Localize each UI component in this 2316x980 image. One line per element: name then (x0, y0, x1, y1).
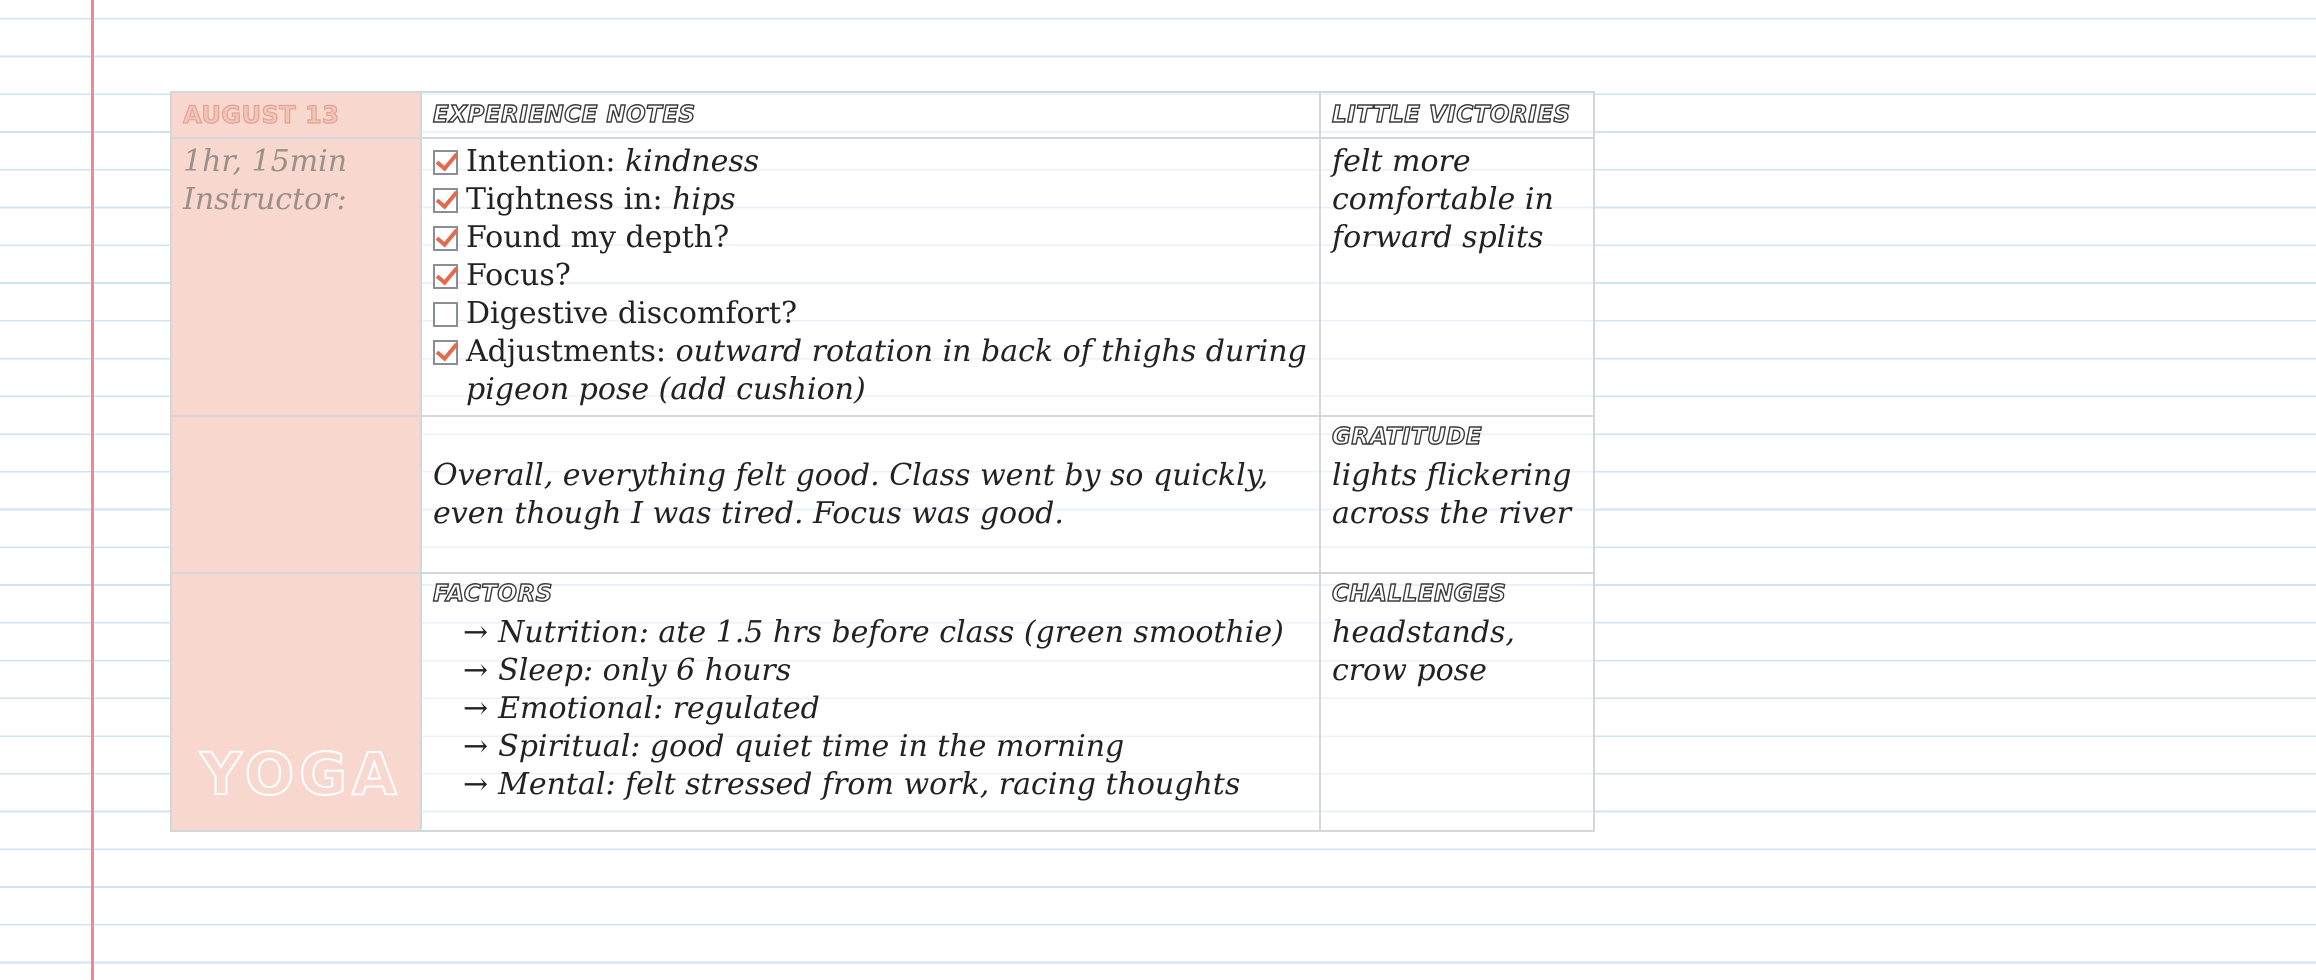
factors-list (433, 614, 1308, 804)
factor-item (463, 728, 1308, 766)
checked-checkbox[interactable] (433, 150, 458, 175)
checklist-item-label: Found my depth? (466, 220, 730, 255)
factors-cell (421, 573, 1320, 831)
checklist-item-value: hips (672, 182, 736, 217)
checklist-item (433, 219, 1308, 257)
margin-line (91, 0, 94, 980)
checklist-item (433, 333, 1308, 409)
session-info-cell (171, 138, 421, 416)
checklist-cell (421, 138, 1320, 416)
checklist-item-text (466, 143, 759, 181)
challenges-heading: CHALLENGES (1332, 581, 1507, 607)
victories-header-cell (1320, 92, 1594, 138)
instructor-label: Instructor: (183, 182, 347, 217)
challenges-text: headstands, crow pose (1332, 615, 1515, 688)
arrow-icon: → (463, 691, 489, 726)
experience-header-cell (421, 92, 1320, 138)
gratitude-heading: GRATITUDE (1332, 424, 1483, 450)
checked-checkbox[interactable] (433, 340, 458, 365)
overall-cell (421, 416, 1320, 573)
checklist-item (433, 295, 1308, 333)
factor-item (463, 614, 1308, 652)
checklist-item-text (466, 295, 797, 333)
factor-item (463, 690, 1308, 728)
factor-text: Nutrition: ate 1.5 hrs before class (green smoothie) (498, 615, 1284, 650)
checked-checkbox[interactable] (433, 226, 458, 251)
experience-notes-heading: EXPERIENCE NOTES (433, 102, 696, 128)
date-cell (171, 92, 421, 138)
gratitude-text: lights flickering across the river (1332, 458, 1572, 531)
yoga-cell (171, 573, 421, 831)
checklist-item (433, 143, 1308, 181)
checklist-item-label: Adjustments: (466, 334, 667, 369)
experience-checklist (433, 143, 1308, 409)
checked-checkbox[interactable] (433, 188, 458, 213)
factor-text: Sleep: only 6 hours (498, 653, 792, 688)
checklist-item (433, 181, 1308, 219)
checklist-item-value: outward rotation in back of thighs during pigeon pose (add cushion) (466, 334, 1307, 407)
factor-item (463, 652, 1308, 690)
checked-checkbox[interactable] (433, 264, 458, 289)
checklist-item-text (466, 333, 1308, 409)
challenges-cell (1320, 573, 1594, 831)
date-heading: AUGUST 13 (183, 101, 340, 129)
checklist-item-label: Focus? (466, 258, 571, 293)
factor-item (463, 766, 1308, 804)
factor-text: Emotional: regulated (498, 691, 820, 726)
factors-heading: FACTORS (433, 581, 553, 607)
checklist-item-text (466, 219, 729, 257)
unchecked-checkbox[interactable] (433, 302, 458, 327)
checklist-item-label: Tightness in: (466, 182, 663, 217)
gratitude-cell (1320, 416, 1594, 573)
overall-notes: Overall, everything felt good. Class went by so quickly, even though I was tired. Focus was good. (433, 457, 1269, 531)
checklist-item-value: kindness (625, 144, 760, 179)
side-spacer-cell (171, 416, 421, 573)
checklist-item (433, 257, 1308, 295)
checklist-item-label: Intention: (466, 144, 616, 179)
factor-text: Spiritual: good quiet time in the morning (498, 729, 1125, 764)
duration-text: 1hr, 15min (183, 144, 348, 179)
victories-text: felt more comfortable in forward splits (1332, 144, 1554, 255)
arrow-icon: → (463, 729, 489, 764)
arrow-icon: → (463, 767, 489, 802)
little-victories-heading: LITTLE VICTORIES (1332, 102, 1571, 128)
checklist-item-label: Digestive discomfort? (466, 296, 798, 331)
arrow-icon: → (463, 615, 489, 650)
victories-cell (1320, 138, 1594, 416)
factor-text: Mental: felt stressed from work, racing thoughts (498, 767, 1241, 802)
yoga-label: YOGA (200, 740, 402, 808)
checklist-item-text (466, 181, 736, 219)
journal-table (170, 91, 1595, 832)
arrow-icon: → (463, 653, 489, 688)
checklist-item-text (466, 257, 571, 295)
